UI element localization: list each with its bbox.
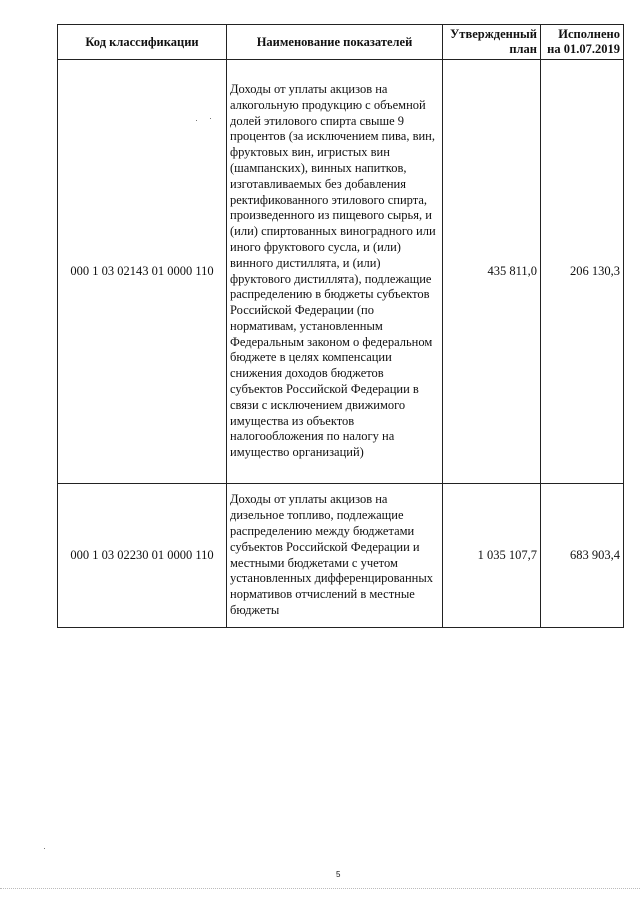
table-row <box>58 484 624 628</box>
page-number: 5 <box>336 870 341 879</box>
header-code: Код классификации <box>58 25 227 60</box>
scan-artifact-line <box>0 888 640 889</box>
row-code: 000 1 03 02143 01 0000 110 <box>58 60 227 484</box>
scan-speck <box>44 848 45 849</box>
row-plan: 1 035 107,7 <box>443 484 541 628</box>
row-name: Доходы от уплаты акцизов на дизельное топливо, подлежащие распределению между бюджетами субъектов Российской Федерации и местными бюджетами с учетом установленных дифференцированных нормативов отчислений в местные бюджеты <box>227 484 443 628</box>
scan-speck <box>196 120 197 121</box>
row-plan: 435 811,0 <box>443 60 541 484</box>
header-done: Исполнено на 01.07.2019 <box>541 25 624 60</box>
scan-speck <box>210 118 211 119</box>
row-code: 000 1 03 02230 01 0000 110 <box>58 484 227 628</box>
table-row <box>58 60 624 484</box>
header-name: Наименование показателей <box>227 25 443 60</box>
table-header-row <box>58 25 624 60</box>
row-name: Доходы от уплаты акцизов на алкогольную продукцию с объемной долей этилового спирта свыше 9 процентов (за исключением пива, вин, фруктовых вин, игристых вин (шампанских), винных напитков, изготавливаемых без добавления ректификованного этилового спирта, произведенного из пищевого сырья, и (или) спиртованных виноградного или иного фруктового сусла, и (или) винного дистиллята, и (или) фруктового дистиллята), подлежащие распределению в бюджеты субъектов Российской Федерации (по нормативам, установленным Федеральным законом о федеральном бюджете в целях компенсации снижения доходов бюджетов субъектов Российской Федерации в связи с исключением движимого имущества из объектов налогообложения по налогу на имущество организаций) <box>227 60 443 484</box>
budget-table <box>57 24 624 628</box>
row-done: 206 130,3 <box>541 60 624 484</box>
row-done: 683 903,4 <box>541 484 624 628</box>
header-plan: Утвержденный план <box>443 25 541 60</box>
